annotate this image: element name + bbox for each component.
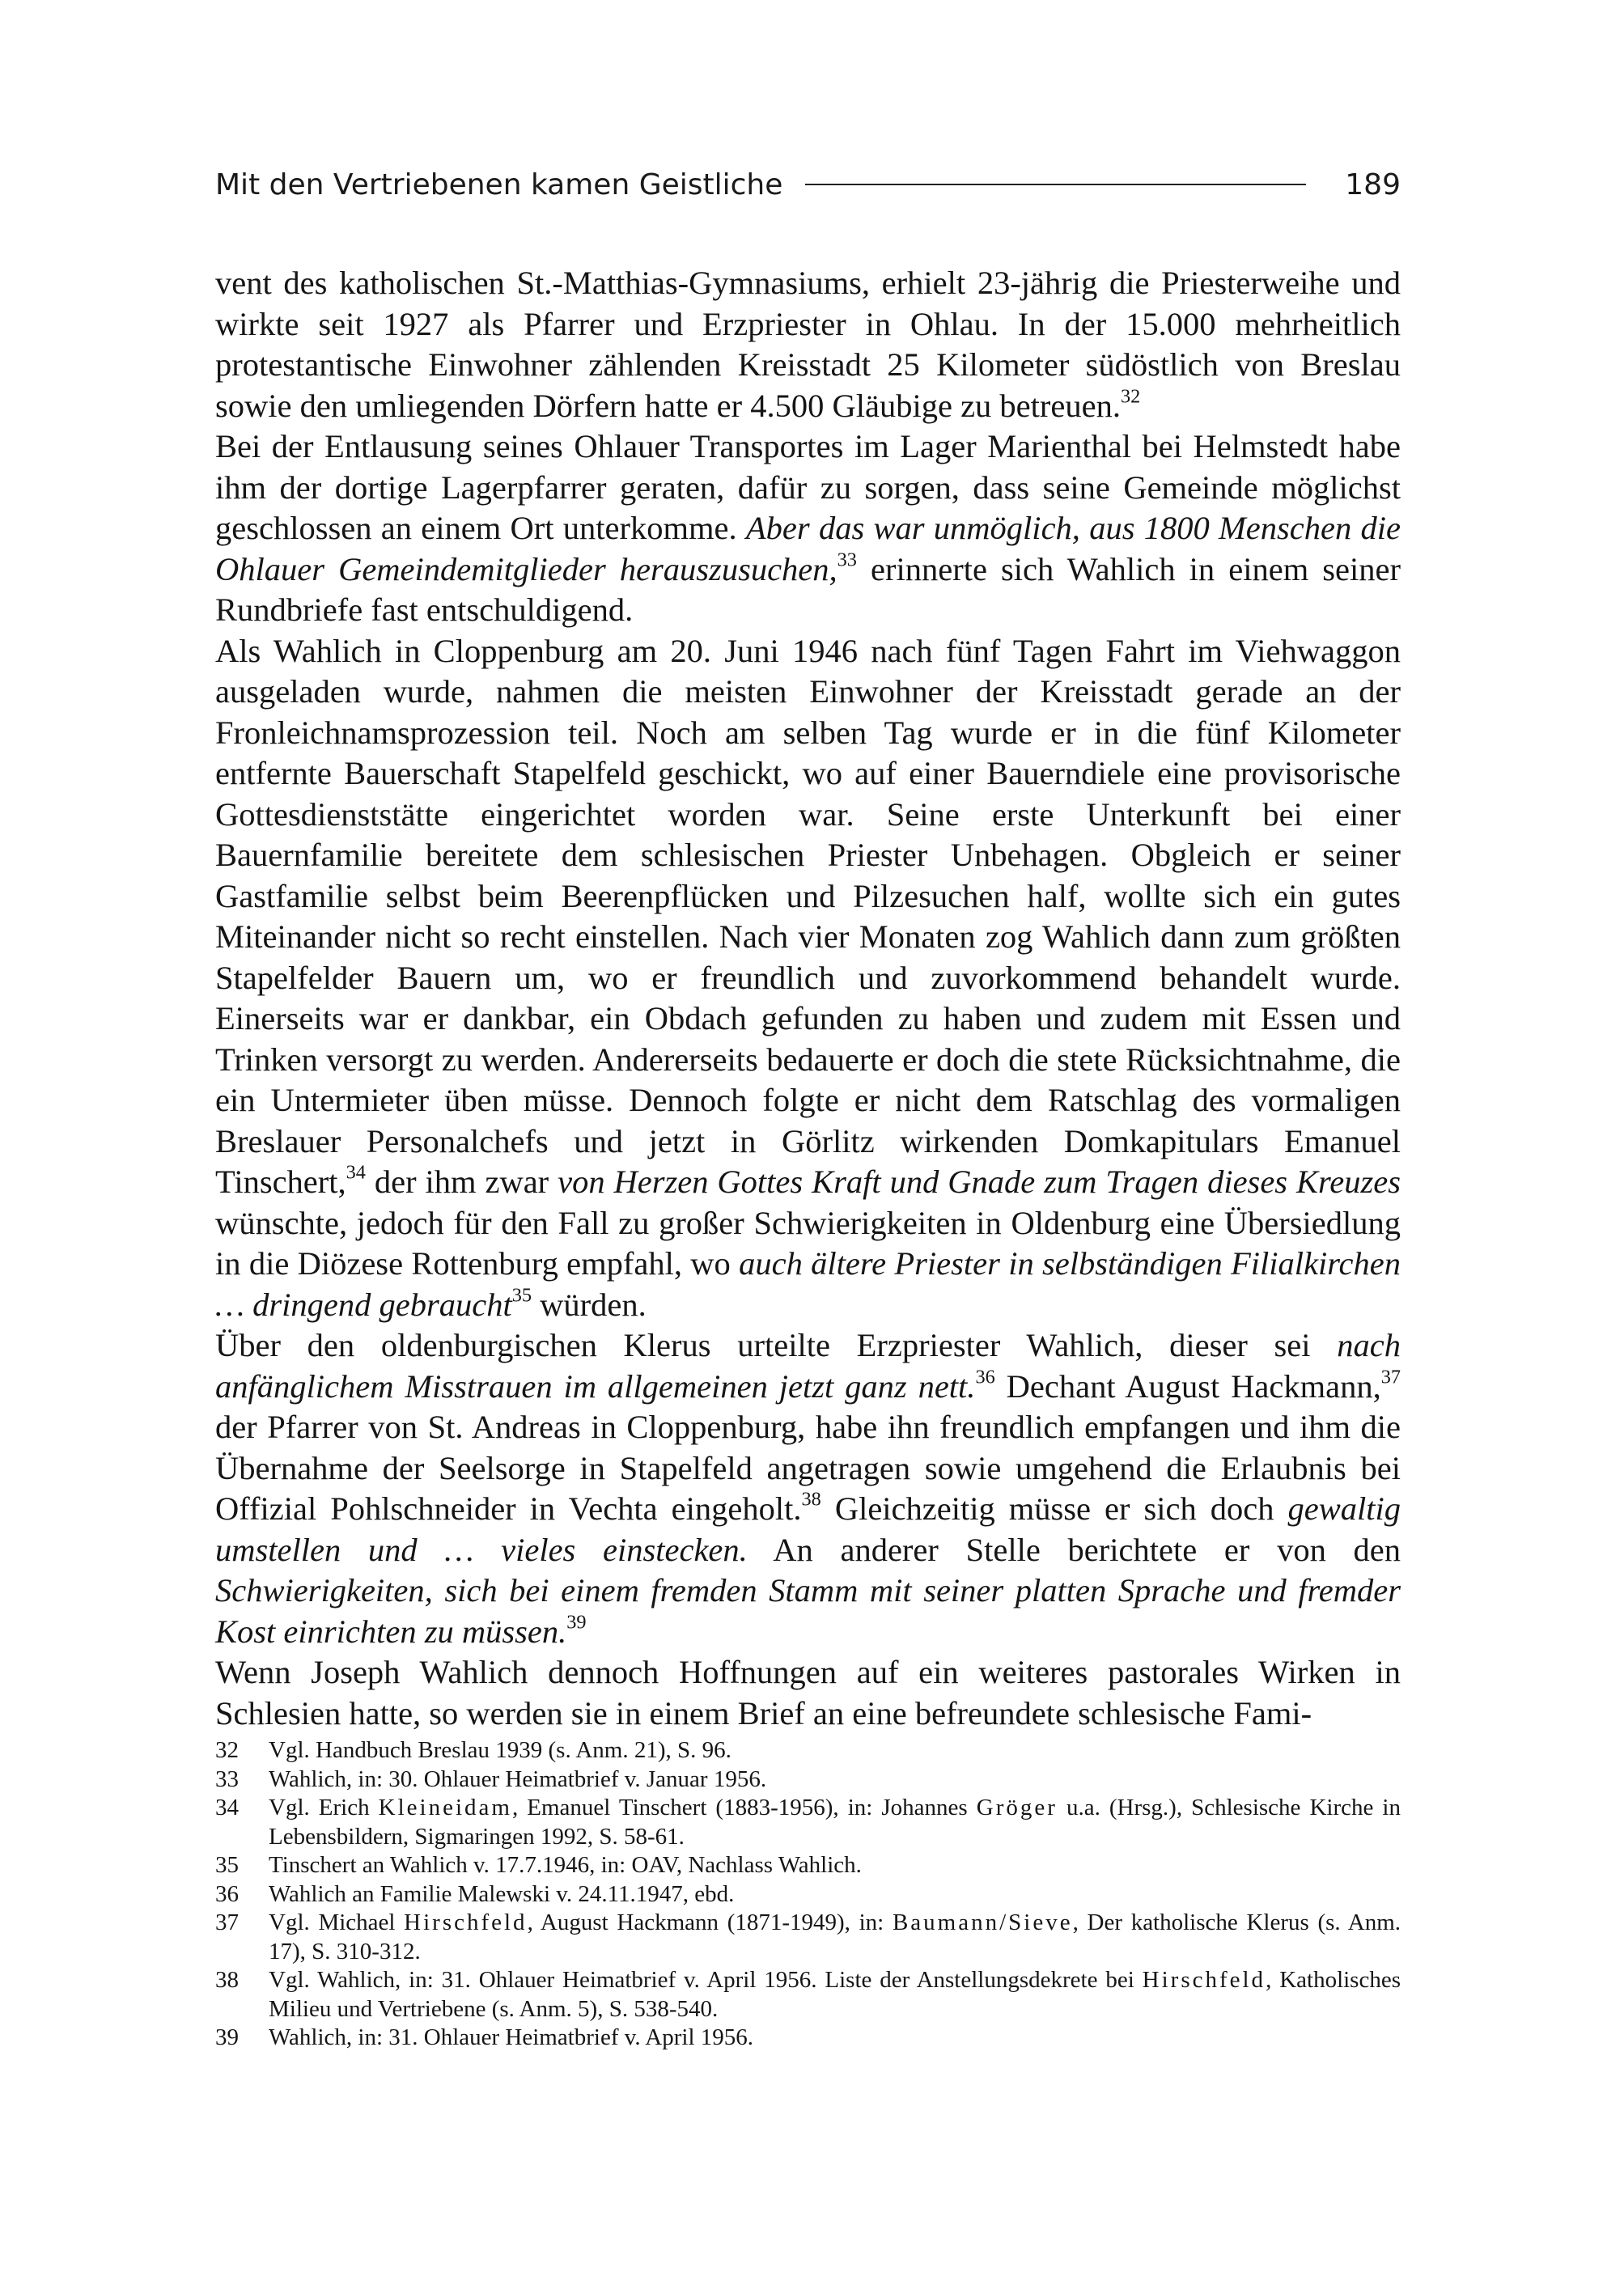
footnote-text: Wahlich an Familie Malewski v. 24.11.1947, ebd. (269, 1880, 735, 1907)
quotation: Aber das war unmöglich, aus 1800 Menschen die Ohlauer Gemeindemitglieder herauszusuchen, (215, 510, 1401, 587)
main-text (215, 263, 1401, 1734)
quotation: gewaltig umstellen und … vieles einstecken. (215, 1490, 1401, 1568)
footnote-number: 34 (215, 1795, 239, 1820)
footnote-ref[interactable]: 38 (801, 1488, 821, 1511)
footnote-number: 32 (215, 1737, 239, 1763)
footnote-text: Tinschert an Wahlich v. 17.7.1946, in: OAV, Nachlass Wahlich. (269, 1852, 862, 1878)
footnote-ref[interactable]: 33 (837, 549, 857, 571)
footnote-32 (215, 1736, 1401, 1765)
footnote-ref[interactable]: 36 (975, 1366, 995, 1388)
footnote-ref[interactable]: 32 (1120, 385, 1141, 408)
author-name: Gröger (976, 1795, 1058, 1820)
footnote-36 (215, 1880, 1401, 1909)
footnote-number: 35 (215, 1852, 239, 1878)
footnote-text: Vgl. Erich Kleineidam, Emanuel Tinschert (1883-1956), in: Johannes Gröger u.a. (Hrsg.), Schlesische Kirche in Lebensbildern, Sigmaringen 1992, S. 58-61. (269, 1795, 1401, 1850)
footnote-39 (215, 2024, 1401, 2053)
footnote-number: 33 (215, 1765, 239, 1792)
author-name: Hirschfeld (404, 1909, 528, 1935)
footnote-text: Vgl. Wahlich, in: 31. Ohlauer Heimatbrief v. April 1956. Liste der Anstellungsdekrete bei Hirschfeld, Katholisches Milieu und Vertriebene (s. Anm. 5), S. 538-540. (269, 1967, 1401, 2022)
footnote-ref[interactable]: 35 (511, 1284, 532, 1307)
page-number: 189 (1345, 167, 1401, 201)
footnote-ref[interactable]: 34 (346, 1161, 366, 1184)
paragraph: Wenn Joseph Wahlich dennoch Hoffnungen auf ein weiteres pastorales Wirken in Schlesien hatte, so werden sie in einem Brief an eine befreundete schlesische Fami- (215, 1654, 1401, 1731)
running-title: Mit den Vertriebenen kamen Geistliche (215, 167, 783, 201)
running-header (215, 160, 1401, 209)
header-rule (805, 184, 1306, 185)
paragraph: Bei der Entlausung seines Ohlauer Transportes im Lager Marienthal bei Helmstedt habe ihm der dortige Lagerpfarrer geraten, dafür zu sorgen, dass seine Gemeinde möglichst geschlossen an einem Ort unterkomme. Aber das war unmöglich, aus 1800 Menschen die Ohlauer Gemeindemitglieder herauszusuchen,$^{33}$ erinnerte sich Wahlich in einem seiner Rundbriefe fast entschuldigend. (215, 428, 1401, 628)
footnote-text: Wahlich, in: 30. Ohlauer Heimatbrief v. Januar 1956. (269, 1765, 767, 1792)
footnote-35 (215, 1851, 1401, 1880)
footnote-number: 37 (215, 1909, 239, 1935)
quotation: nach anfänglichem Misstrauen im allgemeinen jetzt ganz nett. (215, 1327, 1401, 1405)
footnote-ref[interactable]: 37 (1380, 1366, 1401, 1388)
footnote-34 (215, 1794, 1401, 1851)
footnote-33 (215, 1765, 1401, 1795)
footnote-text: Vgl. Michael Hirschfeld, August Hackmann (1871-1949), in: Baumann/Sieve, Der katholische Klerus (s. Anm. 17), S. 310-312. (269, 1909, 1401, 1965)
quotation: auch ältere Priester in selbständigen Filialkirchen … dringend gebraucht (215, 1245, 1401, 1323)
author-name: Hirschfeld (1142, 1967, 1266, 1993)
paragraph: vent des katholischen St.-Matthias-Gymnasiums, erhielt 23-jährig die Priesterweihe und wirkte seit 1927 als Pfarrer und Erzpriester in Ohlau. In der 15.000 mehrheitlich protestantische Einwohner zählenden Kreisstadt 25 Kilometer südöstlich von Breslau sowie den umliegenden Dörfern hatte er 4.500 Gläubige zu betreuen.$^{32}$ (215, 265, 1401, 424)
paragraph: Als Wahlich in Cloppenburg am 20. Juni 1946 nach fünf Tagen Fahrt im Viehwaggon ausgeladen wurde, nahmen die meisten Einwohner der Kreisstadt gerade an der Fronleichnamsprozession teil. Noch am selben Tag wurde er in die fünf Kilometer entfernte Bauerschaft Stapelfeld geschickt, wo auf einer Bauerndiele eine provisorische Gottesdienststätte eingerichtet worden war. Seine erste Unterkunft bei einer Bauernfamilie bereitete dem schlesischen Priester Unbehagen. Obgleich er seiner Gastfamilie selbst beim Beerenpflücken und Pilzesuchen half, wollte sich ein gutes Miteinander nicht so recht einstellen. Nach vier Monaten zog Wahlich dann zum größten Stapelfelder Bauern um, wo er freundlich und zuvorkommend behandelt wurde. Einerseits war er dankbar, ein Obdach gefunden zu haben und zudem mit Essen und Trinken versorgt zu werden. Andererseits bedauerte er doch die stete Rücksichtnahme, die ein Untermieter üben müsse. Dennoch folgte er nicht dem Ratschlag des vormaligen Breslauer Personalchefs und jetzt in Görlitz wirkenden Domkapitulars Emanuel Tinschert,$^{34}$ der ihm zwar von Herzen Gottes Kraft und Gnade zum Tragen dieses Kreuzes wünschte, jedoch für den Fall zu großer Schwierigkeiten in Oldenburg eine Übersiedlung in die Diözese Rottenburg empfahl, wo auch ältere Priester in selbständigen Filialkirchen … dringend gebraucht$^{35}$ würden. (215, 632, 1401, 1323)
paragraph: Über den oldenburgischen Klerus urteilte Erzpriester Wahlich, dieser sei nach anfänglichem Misstrauen im allgemeinen jetzt ganz nett.$^{36}$ Dechant August Hackmann,$^{37}$ der Pfarrer von St. Andreas in Cloppenburg, habe ihn freundlich empfangen und ihm die Übernahme der Seelsorge in Stapelfeld angetragen sowie umgehend die Erlaubnis bei Offizial Pohlschneider in Vechta eingeholt.$^{38}$ Gleichzeitig müsse er sich doch gewaltig umstellen und … vieles einstecken. An anderer Stelle berichtete er von den Schwierigkeiten, sich bei einem fremden Stamm mit seiner platten Sprache und fremder Kost einrichten zu müssen.$^{39}$ (215, 1327, 1401, 1650)
footnote-37 (215, 1909, 1401, 1966)
footnote-number: 36 (215, 1880, 239, 1907)
footnote-number: 38 (215, 1967, 239, 1993)
author-name: Baumann/Sieve (892, 1909, 1073, 1935)
author-name: Kleineidam (378, 1795, 512, 1820)
footnote-number: 39 (215, 2024, 239, 2050)
quotation: von Herzen Gottes Kraft und Gnade zum Tragen dieses Kreuzes (558, 1163, 1401, 1200)
footnotes (215, 1736, 1401, 2053)
footnote-text: Vgl. Handbuch Breslau 1939 (s. Anm. 21), S. 96. (269, 1737, 731, 1763)
quotation: Schwierigkeiten, sich bei einem fremden Stamm mit seiner platten Sprache und fremder Kost einrichten zu müssen. (215, 1572, 1401, 1650)
footnote-text: Wahlich, in: 31. Ohlauer Heimatbrief v. April 1956. (269, 2024, 754, 2050)
footnote-ref[interactable]: 39 (566, 1611, 587, 1634)
footnote-38 (215, 1966, 1401, 2024)
